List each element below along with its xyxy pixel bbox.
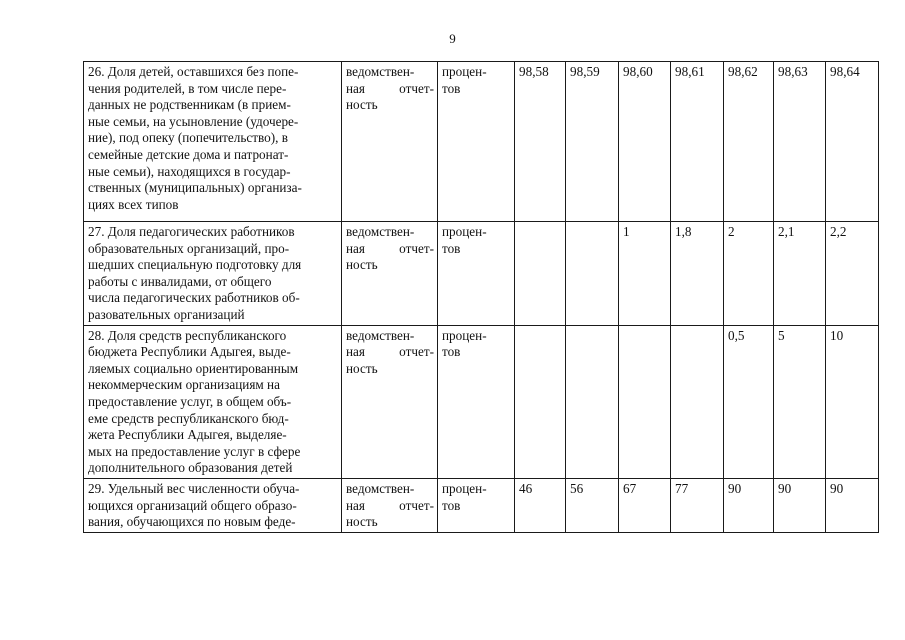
value-cell: 98,61	[671, 62, 724, 222]
indicator-name-line: бюджета Республики Адыгея, выде-	[88, 344, 291, 360]
source-line: ведомствен-	[346, 224, 415, 239]
indicator-name-line: предоставление услуг, в общем объ-	[88, 393, 292, 409]
indicator-name-line: работы с инвалидами, от общего	[88, 273, 272, 289]
value-cell: 90	[774, 478, 826, 532]
source-word: ная	[346, 344, 365, 360]
indicator-name-line: мых на предоставление услуг в сфере	[88, 443, 301, 459]
value-cell: 98,63	[774, 62, 826, 222]
indicator-name-cell	[84, 62, 342, 222]
source-line	[346, 344, 434, 361]
table-row	[84, 62, 879, 222]
indicator-name-line: 26. Доля детей, оставшихся без попе-	[88, 64, 299, 79]
indicator-name-line: ние), под опеку (попечительство), в	[88, 130, 288, 146]
value-cell: 1,8	[671, 222, 724, 326]
indicator-name-line: жета Республики Адыгея, выделяе-	[88, 427, 287, 443]
indicator-name-line: ляемых социально ориентированным	[88, 360, 299, 376]
source-word: ная	[346, 497, 365, 513]
unit-cell	[438, 478, 515, 532]
indicator-name-line: ные семьи), находящихся в государ-	[88, 163, 291, 179]
source-line	[346, 241, 434, 258]
source-line: ность	[346, 257, 378, 273]
indicator-name-line: чения родителей, в том числе пере-	[88, 80, 287, 96]
indicator-name-line: ственных (муниципальных) организа-	[88, 180, 302, 196]
value-cell: 5	[774, 325, 826, 478]
unit-line: процен-	[442, 224, 487, 239]
source-word: отчет-	[399, 80, 434, 96]
value-cell: 67	[619, 478, 671, 532]
indicator-name-line: некоммерческим организациям на	[88, 377, 280, 393]
indicator-name-line: циях всех типов	[88, 196, 179, 212]
value-cell: 77	[671, 478, 724, 532]
indicator-name-line: шедших специальную подготовку для	[88, 257, 302, 273]
source-line: ность	[346, 514, 378, 530]
source-line	[346, 81, 434, 98]
value-cell: 98,62	[724, 62, 774, 222]
page-number: 9	[449, 31, 456, 46]
value-cell: 46	[515, 478, 566, 532]
unit-line: процен-	[442, 64, 487, 79]
source-line: ведомствен-	[346, 64, 415, 79]
table-body	[84, 62, 879, 533]
indicator-name-cell	[84, 222, 342, 326]
indicator-name-line: данных не родственникам (в прием-	[88, 97, 291, 113]
value-cell: 98,60	[619, 62, 671, 222]
indicator-name-line: 27. Доля педагогических работников	[88, 224, 295, 239]
source-line: ность	[346, 360, 378, 376]
indicator-name-cell	[84, 478, 342, 532]
indicator-name-line: 28. Доля средств республиканского	[88, 327, 287, 343]
data-source-cell	[342, 478, 438, 532]
value-cell: 2	[724, 222, 774, 326]
value-cell	[671, 325, 724, 478]
value-cell	[619, 325, 671, 478]
indicator-name-cell	[84, 325, 342, 478]
indicator-name-line: 29. Удельный вес численности обуча-	[88, 480, 300, 496]
value-cell: 98,58	[515, 62, 566, 222]
value-cell	[515, 325, 566, 478]
value-cell: 98,59	[566, 62, 619, 222]
source-word: отчет-	[399, 497, 434, 513]
unit-line: процен-	[442, 327, 487, 343]
data-source-cell	[342, 222, 438, 326]
unit-line: тов	[442, 497, 461, 513]
data-source-cell	[342, 325, 438, 478]
value-cell: 0,5	[724, 325, 774, 478]
unit-line: тов	[442, 240, 461, 256]
value-cell	[566, 325, 619, 478]
source-word: отчет-	[399, 240, 434, 256]
source-line	[346, 498, 434, 515]
indicators-table	[83, 61, 879, 533]
data-source-cell	[342, 62, 438, 222]
unit-cell	[438, 62, 515, 222]
unit-line: процен-	[442, 480, 487, 496]
value-cell: 1	[619, 222, 671, 326]
indicator-name-line: еме средств республиканского бюд-	[88, 410, 289, 426]
value-cell	[566, 222, 619, 326]
indicator-name-line: числа педагогических работников об-	[88, 290, 300, 306]
table-row	[84, 478, 879, 532]
source-line: ность	[346, 97, 378, 113]
indicator-name-line: дополнительного образования детей	[88, 460, 293, 476]
value-cell: 10	[826, 325, 879, 478]
source-line: ведомствен-	[346, 480, 415, 496]
value-cell	[515, 222, 566, 326]
table-row	[84, 222, 879, 326]
source-word: отчет-	[399, 344, 434, 360]
value-cell: 90	[724, 478, 774, 532]
value-cell: 2,2	[826, 222, 879, 326]
source-word: ная	[346, 240, 365, 256]
indicator-name-line: разовательных организаций	[88, 306, 245, 322]
unit-line: тов	[442, 344, 461, 360]
indicator-name-line: вания, обучающихся по новым феде-	[88, 514, 296, 530]
source-word: ная	[346, 80, 365, 96]
indicator-name-line: образовательных организаций, про-	[88, 240, 290, 256]
value-cell: 90	[826, 478, 879, 532]
value-cell: 98,64	[826, 62, 879, 222]
table-row	[84, 325, 879, 478]
value-cell: 2,1	[774, 222, 826, 326]
unit-line: тов	[442, 80, 461, 96]
unit-cell	[438, 325, 515, 478]
indicator-name-line: семейные детские дома и патронат-	[88, 146, 289, 162]
unit-cell	[438, 222, 515, 326]
indicator-name-line: ные семьи, на усыновление (удочере-	[88, 113, 299, 129]
indicator-name-line: ющихся организаций общего образо-	[88, 497, 297, 513]
value-cell: 56	[566, 478, 619, 532]
source-line: ведомствен-	[346, 327, 415, 343]
